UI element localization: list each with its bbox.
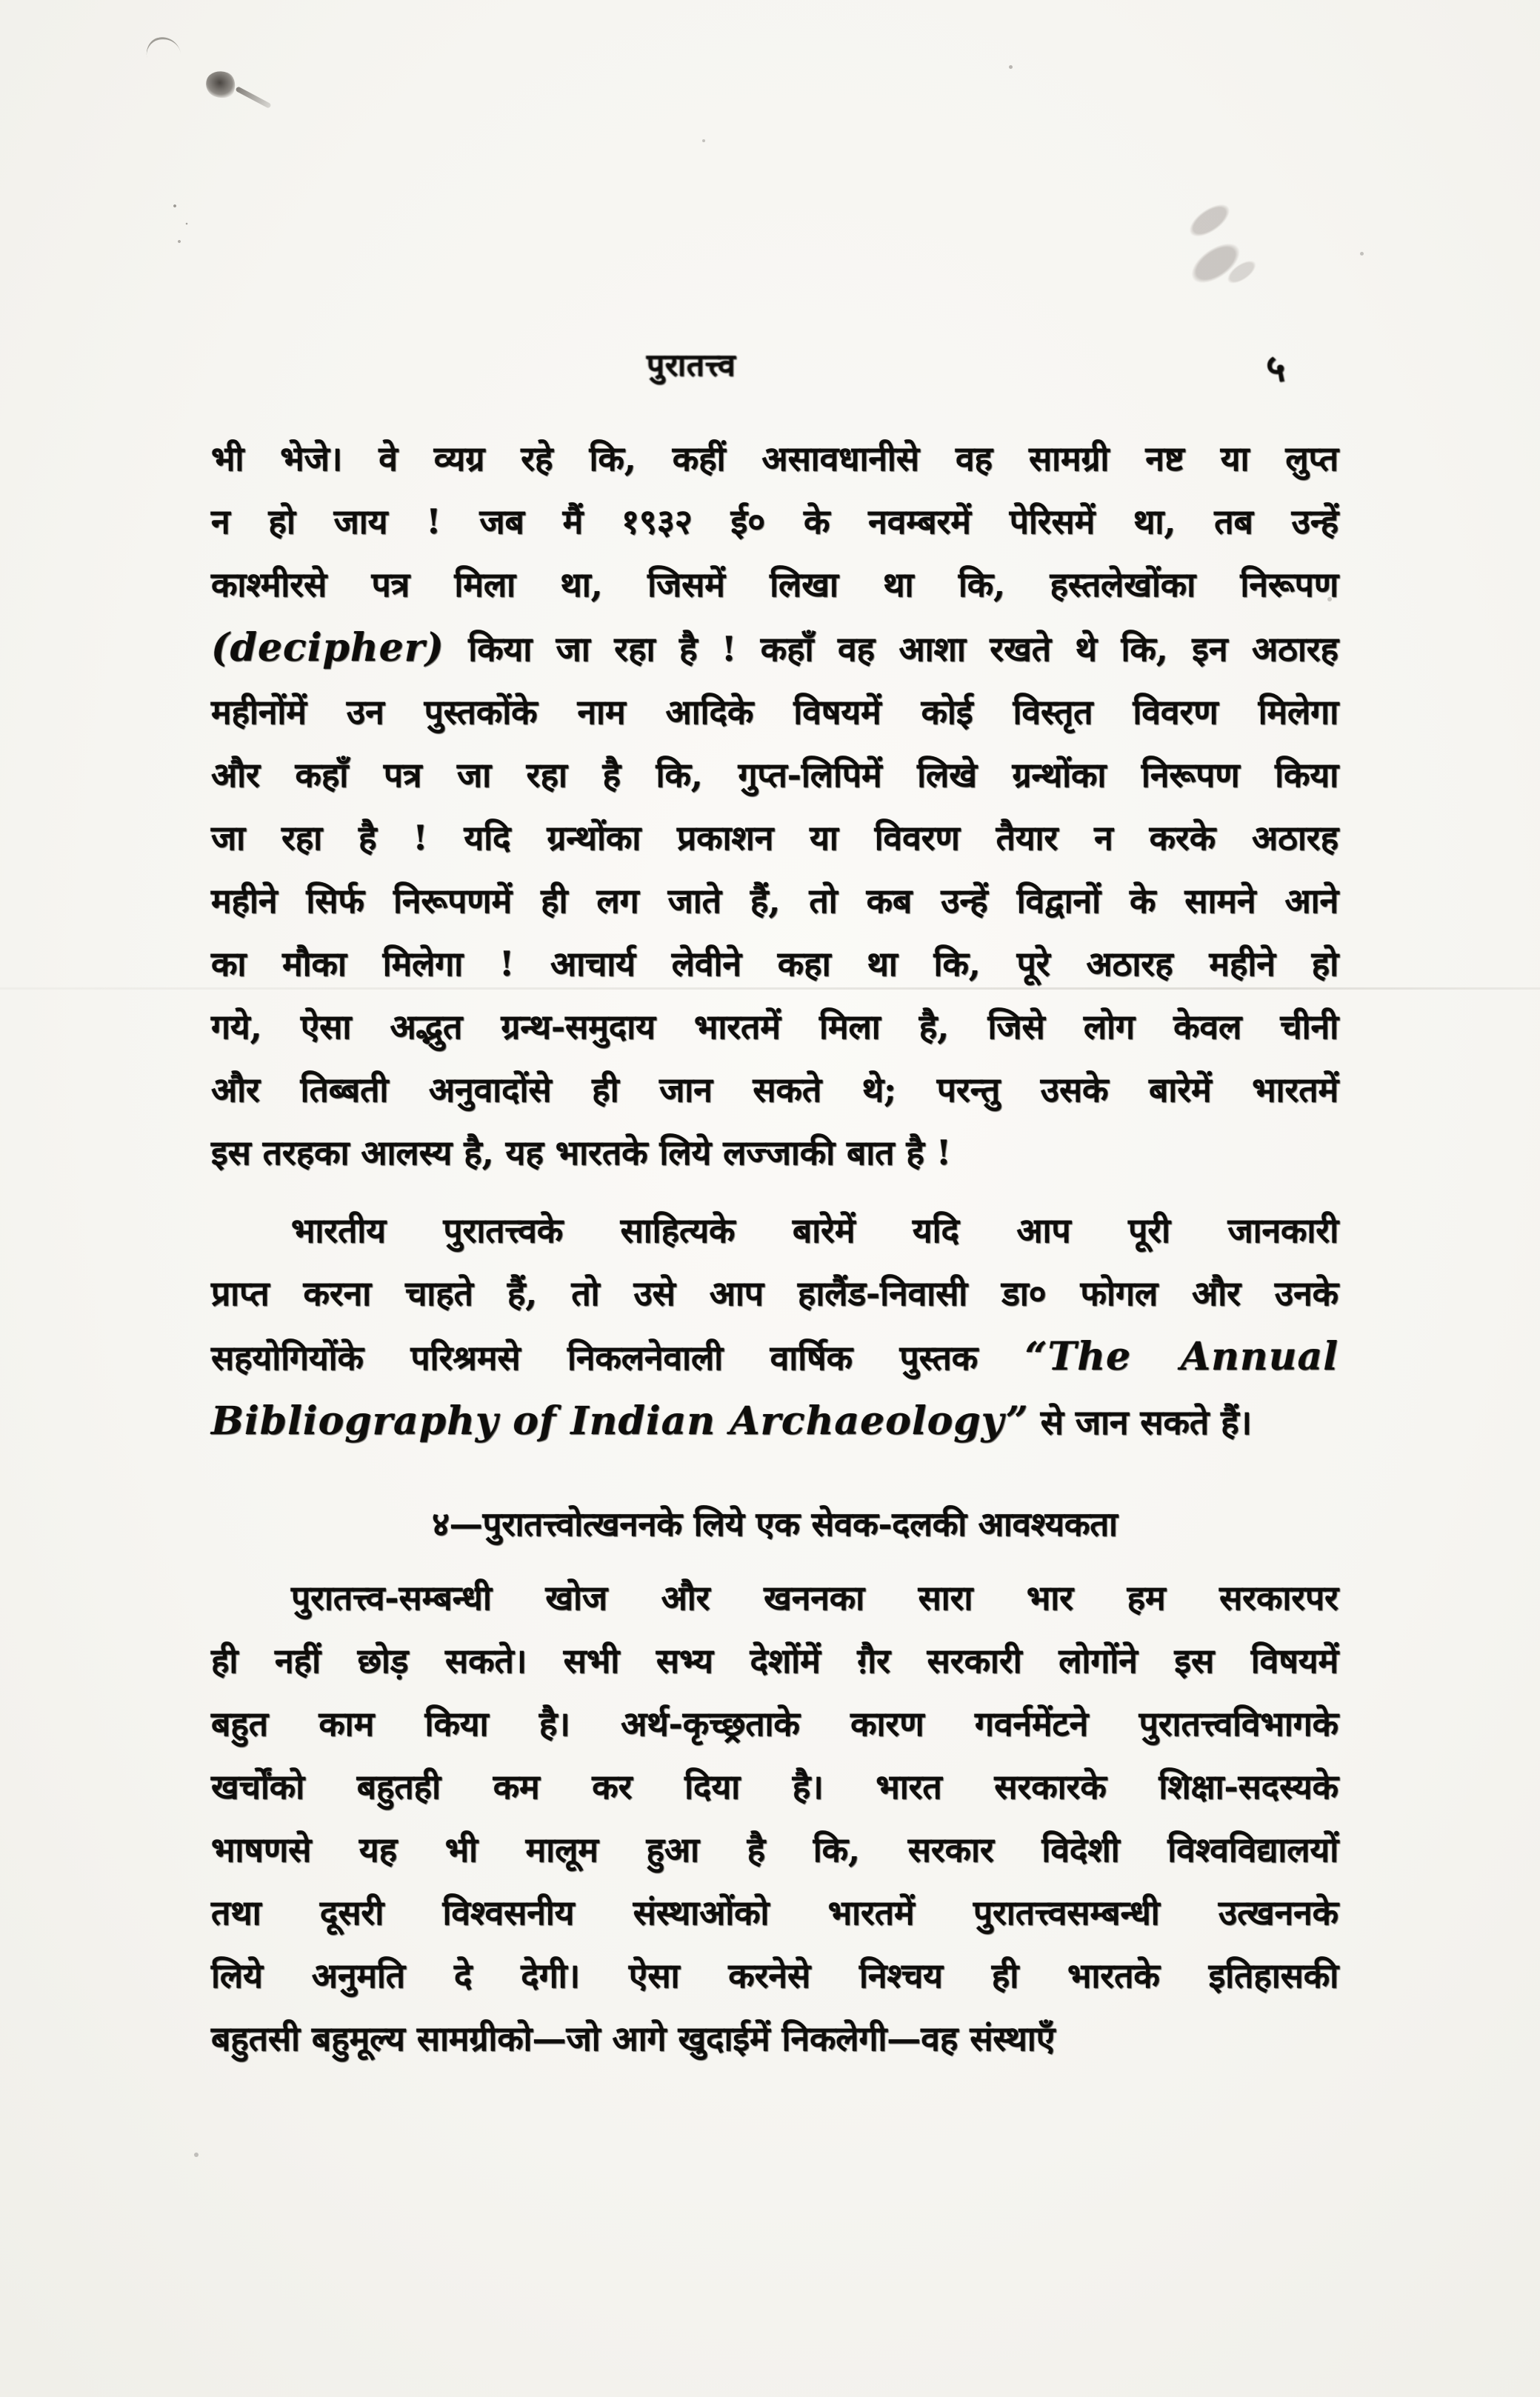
text-line: इस तरहका आलस्य है, यह भारतके लिये लज्जाकी बात है ! (211, 1133, 952, 1173)
paragraph-1 (211, 427, 1339, 1184)
text-line: लिये अनुमति दे देगी। ऐसा करनेसे निश्चय ही भारतके इतिहासकी (211, 1956, 1339, 1996)
text-line: और तिब्बती अनुवादोंसे ही जान सकते थे; परन्तु उसके बारेमें भारतमें (211, 1070, 1339, 1110)
text-line: का मौका मिलेगा ! आचार्य लेवीने कहा था कि, पूरे अठारह महीने हो (211, 944, 1339, 984)
text-segment: किया जा रहा है ! कहाँ वह आशा रखते थे कि, इन अठारह (444, 629, 1339, 669)
text-line (211, 1390, 1339, 1454)
latin-book-title-part2: Bibliography of Indian Archaeology” (211, 1398, 1029, 1444)
text-line: पुरातत्त्व-सम्बन्धी खोज और खननका सारा भार हम सरकारपर (291, 1578, 1339, 1618)
text-line: और कहाँ पत्र जा रहा है कि, गुप्त-लिपिमें लिखे ग्रन्थोंका निरूपण किया (211, 755, 1339, 795)
text-line: भाषणसे यह भी मालूम हुआ है कि, सरकार विदेशी विश्वविद्यालयों (211, 1830, 1339, 1870)
text-line: बहुतसी बहुमूल्य सामग्रीको—जो आगे खुदाईमें निकलेगी—वह संस्थाएँ (211, 2018, 1056, 2058)
text-line: ही नहीं छोड़ सकते। सभी सभ्य देशोंमें ग़ैर सरकारी लोगोंने इस विषयमें (211, 1641, 1339, 1681)
text-line (211, 1325, 1339, 1390)
text-line: महीने सिर्फ निरूपणमें ही लग जाते हैं, तो कब उन्हें विद्वानों के सामने आने (211, 881, 1339, 921)
text-line: खर्चोंको बहुतही कम कर दिया है। भारत सरकारके शिक्षा-सदस्यके (211, 1767, 1339, 1807)
latin-book-title-part1: “The Annual (1024, 1334, 1339, 1379)
latin-word-decipher: (decipher) (211, 625, 444, 670)
text-line: भारतीय पुरातत्त्वके साहित्यके बारेमें यदि आप पूरी जानकारी (291, 1210, 1339, 1250)
text-line: न हो जाय ! जब मैं १९३२ ई० के नवम्बरमें पेरिसमें था, तब उन्हें (211, 501, 1339, 541)
scan-speck (194, 2153, 199, 2157)
text-line: तथा दूसरी विश्वसनीय संस्थाओंको भारतमें पुरातत्त्वसम्बन्धी उत्खननके (211, 1893, 1339, 1933)
scan-speck (1360, 252, 1364, 256)
text-line: भी भेजे। वे व्यग्र रहे कि, कहीं असावधानीसे वह सामग्री नष्ट या लुप्त (211, 439, 1339, 479)
text-line: काश्मीरसे पत्र मिला था, जिसमें लिखा था कि, हस्तलेखोंका निरूपण (211, 564, 1339, 604)
text-line: प्राप्त करना चाहते हैं, तो उसे आप हालैंड-निवासी डा० फोगल और उनके (211, 1273, 1339, 1313)
text-line: गये, ऐसा अद्भुत ग्रन्थ-समुदाय भारतमें मिला है, जिसे लोग केवल चीनी (211, 1007, 1339, 1047)
text-segment: सहयोगियोंके परिश्रमसे निकलनेवाली वार्षिक पुस्तक (211, 1338, 1025, 1378)
paragraph-2 (211, 1199, 1339, 1454)
section-heading: ४—पुरातत्त्वोत्खननके लिये एक सेवक-दलकी आवश्यकता (432, 1504, 1118, 1544)
page-number: ५ (1266, 346, 1285, 390)
text-block (211, 0, 1339, 2070)
scan-specks (169, 199, 199, 250)
text-segment: से जान सकते हैं। (1028, 1402, 1252, 1442)
scan-smudge (143, 34, 181, 62)
paragraph-3 (211, 1567, 1339, 2070)
text-line: महीनोंमें उन पुस्तकोंके नाम आदिके विषयमें कोई विस्तृत विवरण मिलेगा (211, 692, 1339, 732)
text-line (211, 616, 1339, 681)
page-title: पुरातत्त्व (647, 347, 736, 383)
text-line: जा रहा है ! यदि ग्रन्थोंका प्रकाशन या विवरण तैयार न करके अठारह (211, 818, 1339, 858)
text-line: बहुत काम किया है। अर्थ-कृच्छ्रताके कारण गवर्नमेंटने पुरातत्त्वविभागके (211, 1704, 1339, 1744)
